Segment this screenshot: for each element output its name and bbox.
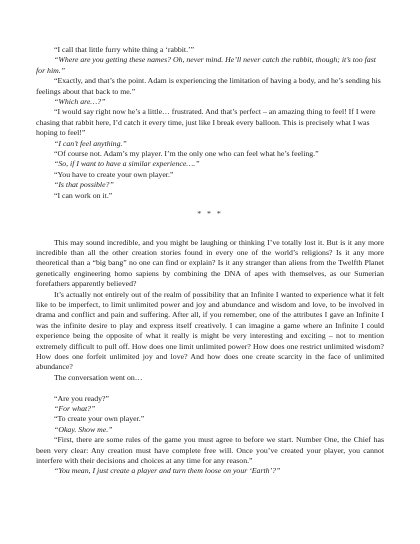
dialogue-line: “To create your own player.” — [54, 414, 145, 424]
dialogue-line: “So, if I want to have a similar experience….” — [54, 159, 200, 169]
dialogue-line: “Are you ready?” — [54, 393, 109, 403]
dialogue-line: “For what?” — [54, 403, 96, 413]
dialogue-bottom — [36, 394, 384, 477]
dialogue-line: “Okay. Show me.” — [54, 424, 113, 434]
body-paragraph: This may sound incredible, and you might be laughing or thinking I’ve totally lost it. But is it any more incredible than all the other creation stories found in every one of the world’s religions? Is it any more theoretical than a “big bang” no one can find or explain? Is it any stranger than aliens from the Twelfth Planet genetically engineering homo sapiens by combining the DNA of apes with themselves, as our Sumerian forefathers apparently believed? — [36, 237, 384, 289]
dialogue-line: “Where are you getting these names? Oh, never mind. He’ll never catch the rabbit, though; it’s too fast for him.” — [36, 55, 376, 75]
dialogue-line: “Of course not. Adam’s my player. I’m the only one who can feel what he’s feeling.” — [54, 149, 319, 159]
dialogue-line: “You mean, I just create a player and turn them loose on your ‘Earth’?” — [54, 466, 281, 476]
dialogue-line: “I would say right now he’s a little… frustrated. And that’s perfect – an amazing thing to feel! If I were chasing that rabbit here, I’d catch it every time, just like I break every balloon. This is precisely what I was hoping to feel!” — [36, 107, 376, 138]
dialogue-line: “Is that possible?” — [54, 180, 114, 190]
body-paragraph: It’s actually not entirely out of the realm of possibility that an Infinite I wanted to experience what it felt like to be imperfect, to limit unlimited power and joy and abundance and wisdom and love, to be involved in drama and conflict and pain and suffering. After all, if you remember, one of the attributes I gave an Infinite I was the infinite desire to play and express itself creatively. I can imagine a game where an Infinite I could experience being the opposite of what it really is might be very interesting and exciting – not to mention extremely difficult to pull off. How does one limit unlimited power? How does one restrict unlimited wisdom? How does one forfeit unlimited joy and love? And how does one create scarcity in the face of unlimited abundance? — [36, 289, 384, 372]
dialogue-line: “First, there are some rules of the game you must agree to before we start. Number One, the Chief has been very clear: Any creation must have complete free will. Once you’ve created your player, you cannot interfere with their decisions and choices at any time for any reason.” — [36, 435, 384, 466]
dialogue-line: “I call that little furry white thing a ‘rabbit.’” — [54, 45, 195, 54]
paragraph-gap — [36, 383, 384, 393]
dialogue-line: “You have to create your own player.” — [54, 169, 174, 179]
dialogue-line: “Exactly, and that’s the point. Adam is experiencing the limitation of having a body, and he’s sending his feelings about that back to me.” — [36, 76, 381, 96]
dialogue-top — [36, 45, 384, 201]
body-paragraph: The conversation went on… — [54, 372, 143, 382]
dialogue-line: “I can work on it.” — [54, 190, 113, 200]
dialogue-line: “Which are…?” — [54, 97, 106, 107]
dialogue-line: “I can’t feel anything.” — [54, 138, 127, 148]
section-separator: * * * — [197, 209, 223, 219]
